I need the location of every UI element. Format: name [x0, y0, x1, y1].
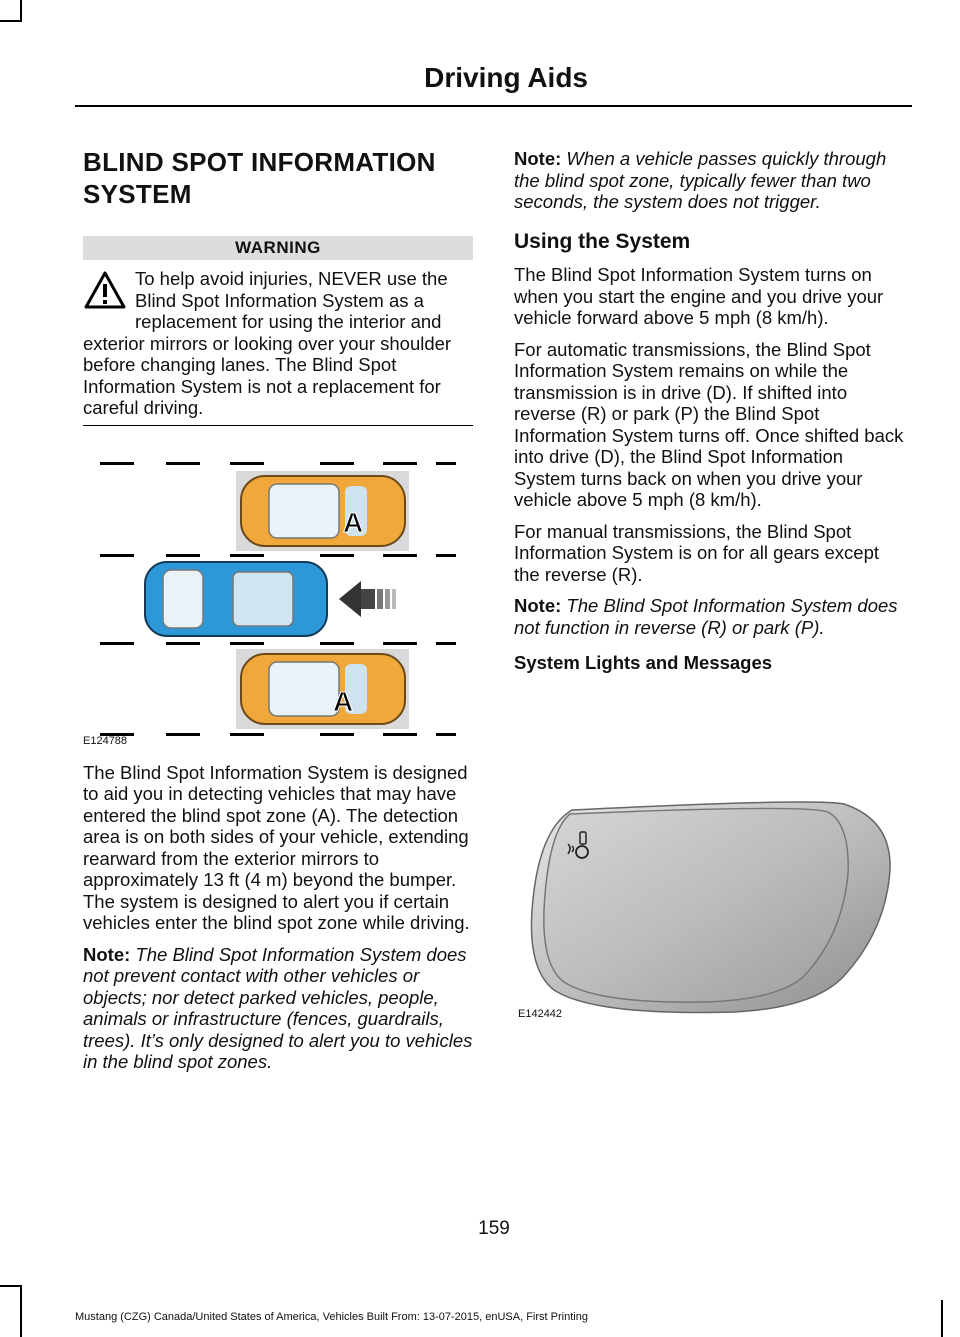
warning-text: To help avoid injuries, NEVER use the Blind Spot Information System as a replacement for using the interior and exterior mirrors or looking over your shoulder before changing lanes. The Blind Spot Information System is not a replacement for careful driving. [83, 268, 452, 418]
note-text: When a vehicle passes quickly through the blind spot zone, typically fewer than two seconds, the system does not trigger. [514, 148, 887, 212]
warning-label: WARNING [83, 236, 473, 260]
heading-using-the-system: Using the System [514, 229, 691, 253]
blind-spot-diagram [83, 436, 473, 750]
crop-mark [941, 1300, 943, 1337]
side-mirror-illustration [514, 790, 904, 1026]
body-paragraph: For automatic transmissions, the Blind Spot Information System remains on while the transmission is in drive (D). If shifted into reverse (R) or park (P) the Blind Spot Information System turns off. Once shifted back into drive (D), the Blind Spot Information System turns back on when you drive your vehicle above 5 mph (8 km/h). [514, 338, 904, 510]
zone-a-label-top: A [343, 506, 364, 538]
crop-mark [20, 0, 22, 22]
figure-code: E124788 [83, 734, 128, 747]
body-paragraph: The Blind Spot Information System is designed to aid you in detecting vehicles that may have entered the blind spot zone (A). The detection area is on both sides of your vehicle, extending rearward from the exterior mirrors to approximately 13 ft (4 m) beyond the bumper. The system is designed to alert you if certain vehicles enter the blind spot zone while driving. [83, 761, 470, 933]
heading-system-lights: System Lights and Messages [514, 652, 773, 673]
approaching-arrow-icon [339, 581, 396, 617]
note-text: The Blind Spot Information System does not function in reverse (R) or park (P). [514, 595, 898, 638]
note-paragraph [514, 148, 908, 213]
note-label: Note: [514, 595, 562, 616]
warning-box [83, 260, 473, 419]
warning-rule [83, 425, 473, 426]
figure-code: E142442 [518, 1008, 563, 1020]
body-paragraph: For manual transmissions, the Blind Spot Information System is on for all gears except the reverse (R). [514, 520, 880, 585]
body-paragraph: The Blind Spot Information System turns on when you start the engine and you drive your vehicle forward above 5 mph (8 km/h). [514, 264, 884, 328]
car-own-vehicle-icon [145, 562, 327, 636]
note-paragraph [514, 595, 908, 638]
page-header-title: Driving Aids [424, 62, 588, 93]
section-title: BLIND SPOT INFORMATION SYSTEM [83, 147, 436, 209]
note-paragraph [83, 944, 473, 1073]
crop-mark [0, 1285, 22, 1287]
crop-mark [0, 20, 22, 22]
right-column [514, 148, 908, 682]
header-rule [75, 105, 912, 107]
car-top-icon [241, 476, 405, 546]
note-text: The Blind Spot Information System does not prevent contact with other vehicles or objects; nor detect parked vehicles, people, animals or infrastructure (fences, guardrails, trees). It’s only designed to alert you to vehicles in the blind spot zones. [83, 943, 473, 1072]
mirror-figure [514, 790, 904, 1026]
crop-mark [20, 1285, 22, 1337]
car-bottom-icon [241, 654, 405, 724]
left-column [83, 146, 473, 1083]
blind-spot-zone-figure [83, 436, 473, 750]
page-footer: Mustang (CZG) Canada/United States of America, Vehicles Built From: 13-07-2015, enUSA, First Printing [75, 1311, 588, 1323]
note-label: Note: [514, 148, 562, 169]
zone-a-label-bottom: A [333, 685, 354, 717]
warning-triangle-icon [83, 270, 127, 310]
page-number: 159 [478, 1218, 510, 1239]
note-label: Note: [83, 943, 131, 965]
